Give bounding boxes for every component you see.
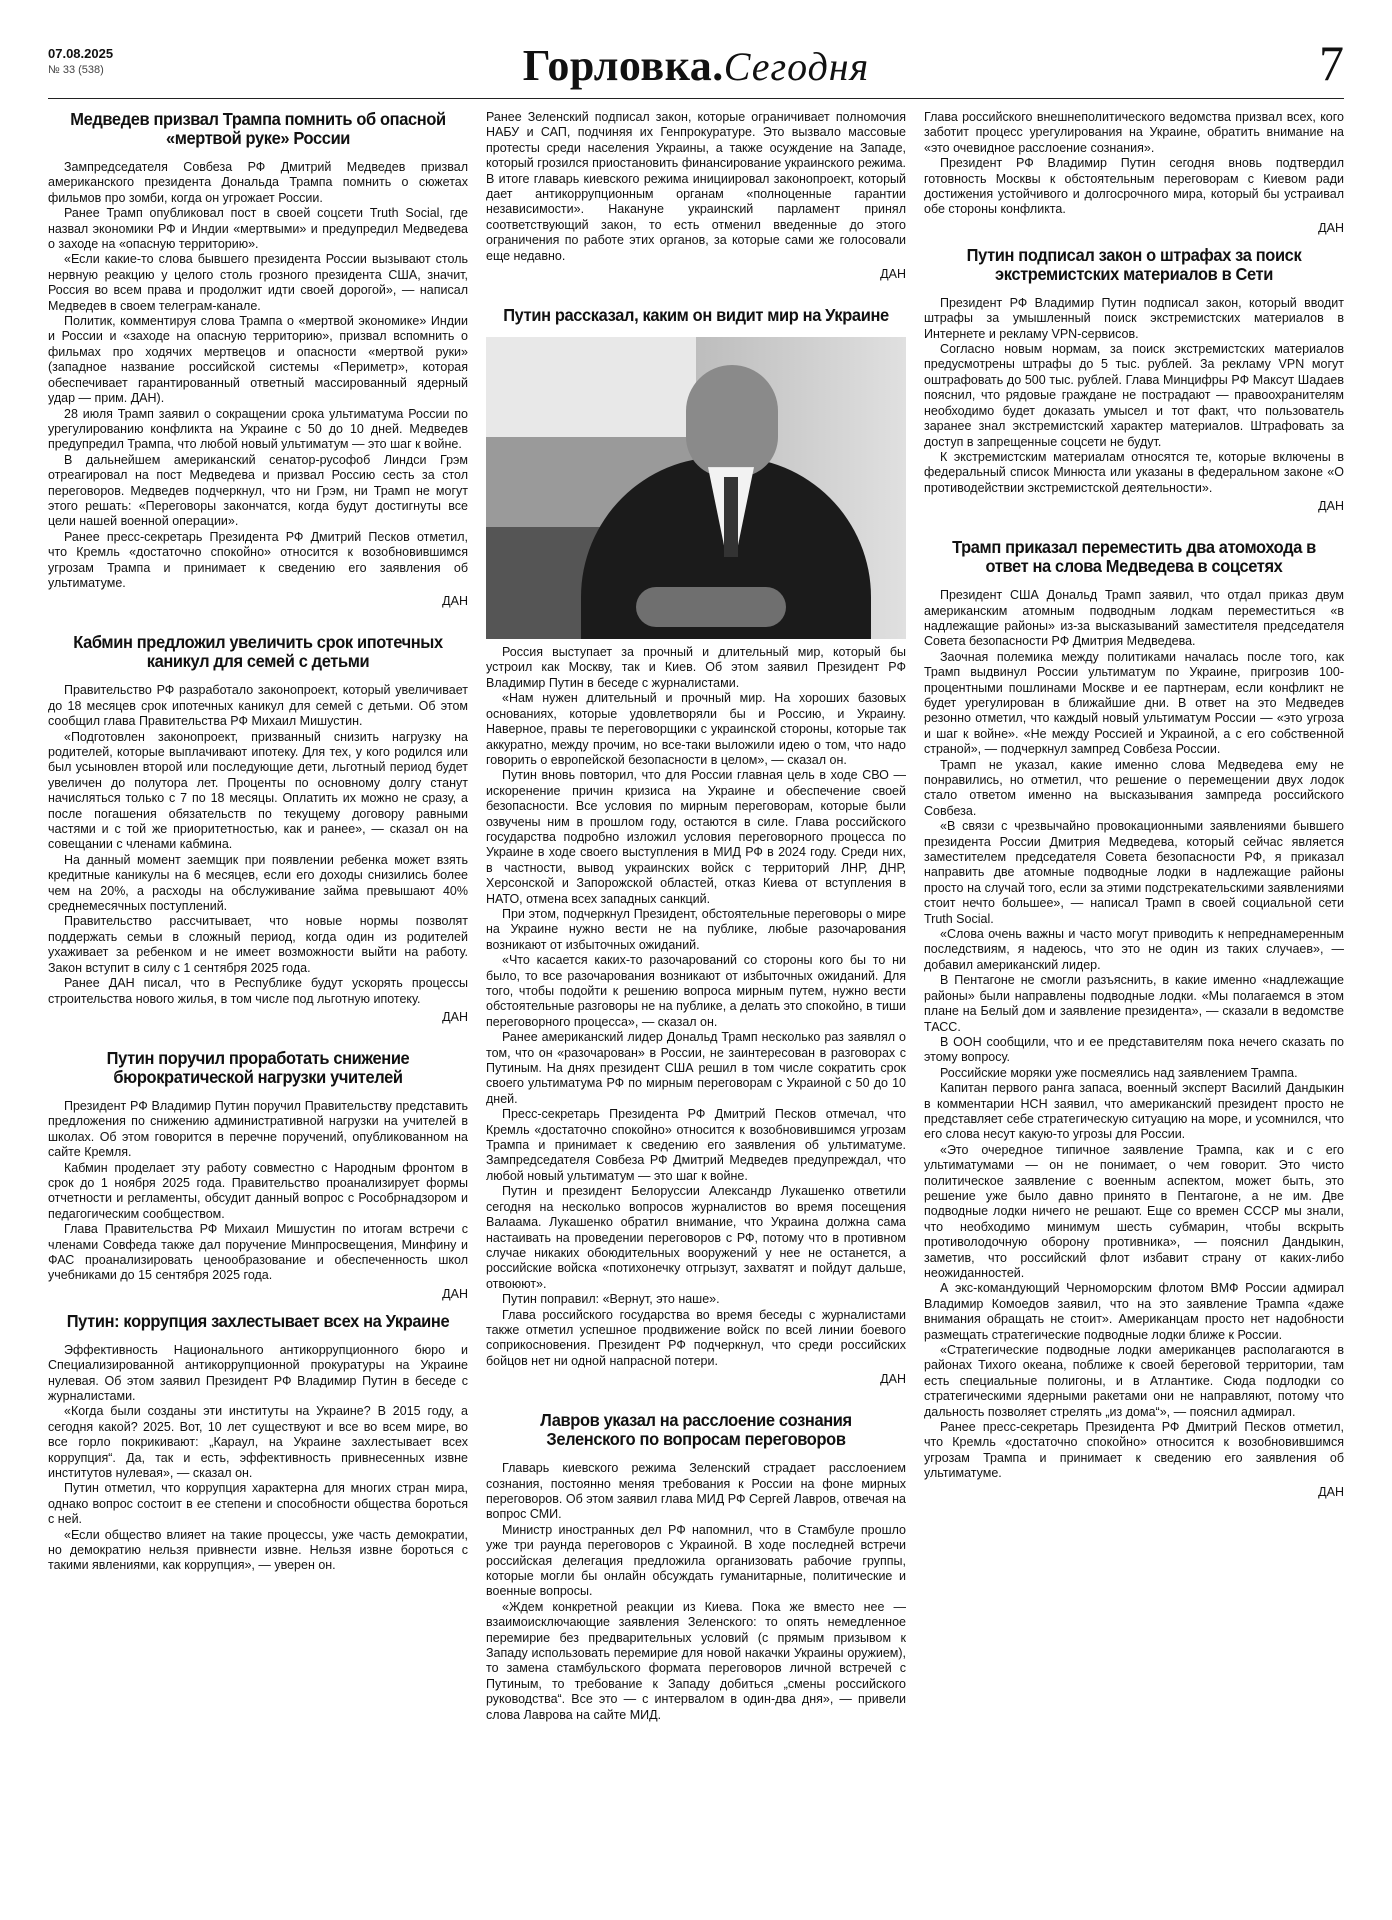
- article-paragraph: На данный момент заемщик при появлении ребенка может взять кредитные каникулы на 6 месяцев, если его доходы снизились более чем на 20%, а расходы на обслуживание займа превышают 40% среднемесячных поступлений.: [48, 852, 468, 914]
- article-paragraph: Глава Правительства РФ Михаил Мишустин по итогам встречи с членами Совфеда также дал поручение Минпросвещения, Минфину и ФАС проанализировать ценообразование и обеспеченность школ учебниками до 15 сентября 2025 года.: [48, 1222, 468, 1283]
- article-paragraph: «В связи с чрезвычайно провокационными заявлениями бывшего президента России Дмитрия Медведева, который сейчас является заместителем председателя Совета безопасности РФ, я приказал направить две атомные подводные лодки в надлежащие районы просто на случай того, если за этими подстрекательскими заявлениями стоит нечто большее», — написал Трамп в своей социальной сети Truth Social.: [924, 819, 1344, 926]
- article-paragraph: «Стратегические подводные лодки американцев располагаются в районах Тихого океана, поближе к своей береговой территории, там есть специальные полигоны, и в Атлантике. Сюда подлодки со стратегическими ядерными ракетами они не направляют, потому что дальность позволяет стрелять „из дома“», — пояснил адмирал.: [924, 1343, 1344, 1419]
- article-paragraph: Президент США Дональд Трамп заявил, что отдал приказ двум американским атомным подводным лодкам переместиться «в надлежащие районы» из-за высказываний заместителя председателя Совета безопасности РФ Дмитрия Медведева.: [924, 588, 1344, 649]
- article-submarines: [924, 538, 1344, 1500]
- article-paragraph: «Ждем конкретной реакции из Киева. Пока же вместо нее — взаимоисключающие заявления Зеленского: то опять немедленное перемирие без предварительных условий (с прямым призывом к Западу использовать перемирие для новой накачки Украины оружием), то замена стамбульского формата переговоров личной встречей с Путиным, то требование к Западу добиться „смены российского руководства“. Все это — с интервалом в один-два дня», — привели слова Лаврова на сайте МИД.: [486, 1599, 906, 1722]
- article-paragraph: «Слова очень важны и часто могут приводить к непреднамеренным последствиям, я надеюсь, что это не один из таких случаев», — добавил американский лидер.: [924, 927, 1344, 972]
- title-script: Сегодня: [723, 44, 870, 89]
- article-paragraph: В Пентагоне не смогли разъяснить, в какие именно «надлежащие районы» были направлены подводные лодки. «Мы полагаемся в этом плане на Белый дом и заявление президента», — сказали в ведомстве ТАСС.: [924, 973, 1344, 1034]
- article-headline: Трамп приказал переместить два атомохода в ответ на слова Медведева в соцсетях: [952, 537, 1316, 577]
- article-paragraph: Зампредседателя Совбеза РФ Дмитрий Медведев призвал американского президента Дональда Трампа помнить о сюжетах фильмов про зомби, когда он угрожает России.: [48, 160, 468, 205]
- article-lavrov-continued: [924, 110, 1344, 236]
- article-corruption-continued: [486, 110, 906, 282]
- article-paragraph: «Когда были созданы эти институты на Украине? В 2015 году, а сегодня какой? 2025. Вот, 10 лет существуют и все во всем мире, во все горло покрикивают: „Караул, на Украине захлестывает всех коррупция“. Да, так и есть, эффективность привнесенных извне институтов нулевая», — сказал он.: [48, 1404, 468, 1481]
- article-paragraph: «Это очередное типичное заявление Трампа, как и с его ультиматумами — он не понимает, о чем говорит. Это чисто политическое заявление с военным аспектом, может быть, это решение уже было давно принято в Пентагоне, а не им. Две подводные лодки ничего не решают. Еще со времен СССР мы знали, что необходимо минимум шесть субмарин, чтобы вскрыть противолодочную оборону противника», — пояснил Дандыкин, заметив, что российский флот избавит страну от каких-либо неожиданностей.: [924, 1142, 1344, 1280]
- article-paragraph: Ранее американский лидер Дональд Трамп несколько раз заявлял о том, что он «разочарован» в России, не заинтересован в разговорах с Путиным. На днях президент США решил в том числе сократить срок своего ультиматума РФ по мирным переговорам с Украиной с 50 до 10 дней.: [486, 1030, 906, 1106]
- article-headline: Путин: коррупция захлестывает всех на Украине: [66, 1310, 450, 1331]
- article-paragraph: «Если общество влияет на такие процессы, уже часть демократии, но демократию нельзя привнести извне. Нельзя извне бороться с такими явлениями, как коррупция», — уверен он.: [48, 1527, 468, 1573]
- article-source: ДАН: [442, 1009, 468, 1024]
- article-paragraph: Заочная полемика между политиками началась после того, как Трамп выдвинул России ультиматум по Украине, пригрозив 100-процентными пошлинами Москве и ее партнерам, если конфликт не будет урегулирован в ближайшие дни. В ответ на это Медведев резонно отметил, что каждый новый ультиматум России — «это угроза и шаг к войне». «Не между Россией и Украиной, а с его собственной страной», — подчеркнул зампред Совбеза России.: [924, 649, 1344, 757]
- article-paragraph: Россия выступает за прочный и длительный мир, который бы устроил как Москву, так и Киев. Об этом заявил Президент РФ Владимир Путин в беседе с журналистами.: [486, 645, 906, 690]
- article-paragraph: Политик, комментируя слова Трампа о «мертвой экономике» Индии и России и «заходе на опасную территорию», призвал вспомнить о фильмах про ходячих мертвецов и опасности «мертвой руки» (западное название российской системы «Периметр», которая обеспечивает гарантированный ответный массированный ядерный удар — прим. ДАН).: [48, 314, 468, 406]
- article-paragraph: Глава российского государства во время беседы с журналистами также отметил успешное продвижение войск по всей линии боевого соприкосновения. Президент РФ подчеркнул, что среди российских бойцов нет ни одной напрасной потери.: [486, 1307, 906, 1368]
- column-right: [924, 110, 1344, 1910]
- article-paragraph: Путин вновь повторил, что для России главная цель в ходе СВО — искоренение причин кризиса на Украине и обеспечение своей безопасности. Все условия по мирным переговорам, которые были озвучены ним в прошлом году, остаются в силе. Глава российского государства подробно изложил условия переговорного процесса по Украине в ходе своего выступления в МИД РФ в 2024 году. Среди них, в частности, вывод украинских войск с территорий ЛНР, ДНР, Херсонской и Запорожской областей, отказ Киева от вступления в НАТО, отмена всех западных санкций.: [486, 768, 906, 906]
- article-headline: Путин рассказал, каким он видит мир на Украине: [503, 305, 889, 326]
- article-paragraph: Ранее ДАН писал, что в Республике будут ускорять процессы строительства нового жилья, в том числе под льготную ипотеку.: [48, 976, 468, 1006]
- page-number: 7: [1319, 35, 1344, 91]
- title-dot: .: [712, 41, 724, 90]
- column-middle: [486, 110, 906, 1910]
- article-headline: Путин поручил проработать снижение бюрократической нагрузки учителей: [106, 1047, 410, 1087]
- article-paragraph: Главарь киевского режима Зеленский страдает расслоением сознания, постоянно меняя требования к России на фоне мирных переговоров. Об этом заявил глава МИД РФ Сергей Лавров, отвечая на вопрос СМИ.: [486, 1461, 906, 1522]
- article-corruption: [48, 1312, 468, 1574]
- article-lavrov: [486, 1411, 906, 1723]
- title-main: Горловка: [522, 41, 713, 90]
- article-headline: Лавров указал на расслоение сознания Зеленского по вопросам переговоров: [540, 1410, 852, 1450]
- article-paragraph: Путин поправил: «Вернут, это наше».: [502, 1292, 720, 1307]
- article-paragraph: «Подготовлен законопроект, призванный снизить нагрузку на родителей, которые выплачивают ипотеку. Для тех, у кого родился или был усыновлен второй или последующие дети, льготный период будет увеличен до полутора лет. Проценты по основному долгу станут начисляться только с 7 по 18 месяцы. Оплатить их можно не сразу, а после погашения обязательств по текущему договору равными частями и с той же приоритетностью, как и ранее», — сказал он на совещании с членами кабмина.: [48, 729, 468, 852]
- article-paragraph: Ранее Зеленский подписал закон, которые ограничивает полномочия НАБУ и САП, подчиняя их Генпрокуратуре. Это вызвало массовые протесты среди населения Украины, а также осуждение на Западе, который грозился приостановить финансирование украинского режима. В итоге главарь киевского режима инициировал законопроект, который дает антикоррупционным органам «полноценные гарантии независимости». Накануне украинский парламент принял соответствующий закон, то есть отменил введенные до этого ограничения по работе этих органов, за которые сами же голосовали еще недавно.: [486, 110, 906, 263]
- article-source: ДАН: [1318, 220, 1344, 235]
- article-paragraph: Капитан первого ранга запаса, военный эксперт Василий Дандыкин в комментарии НСН заявил, что американский президент просто не представляет себе стратегическую ситуацию на море, и усомнился, что его слова несут какую-то угрозы для России.: [924, 1081, 1344, 1142]
- article-paragraph: Президент РФ Владимир Путин подписал закон, который вводит штрафы за умышленный поиск экстремистских материалов в Интернете и рекламу VPN-сервисов.: [924, 295, 1344, 341]
- article-putin-peace: [486, 306, 906, 1387]
- article-paragraph: «Если какие-то слова бывшего президента России вызывают столь нервную реакцию у целого столь грозного президента США, значит, Россия во всем права и продолжит идти своей дорогой», — написал Медведев в своем телеграм-канале.: [48, 252, 468, 313]
- article-paragraph: Глава российского внешнеполитического ведомства призвал всех, кого заботит процесс урегулирования на Украине, обратить внимание на «это очевидное расслоение сознания».: [924, 110, 1344, 155]
- article-paragraph: В дальнейшем американский сенатор-русофоб Линдси Грэм отреагировал на пост Медведева и призвал Россию сесть за стол переговоров. Медведев подчеркнул, что ни Грэм, ни Трамп не могут этого решать: «Переговоры закончатся, когда будут достигнуты все цели нашей военной операции».: [48, 452, 468, 529]
- article-headline: Медведев призвал Трампа помнить об опасной «мертвой руке» России: [70, 110, 446, 148]
- article-mortgage: [48, 633, 468, 1025]
- article-source: ДАН: [1318, 1484, 1344, 1499]
- article-fines: [924, 246, 1344, 514]
- article-paragraph: При этом, подчеркнул Президент, обстоятельные переговоры о мире на Украине нужно вести не на публике, любые разочарования возникают от избыточных ожиданий.: [486, 906, 906, 952]
- article-headline: Кабмин предложил увеличить срок ипотечных каникул для семей с детьми: [73, 632, 443, 672]
- article-source: ДАН: [880, 267, 906, 282]
- article-paragraph: Пресс-секретарь Президента РФ Дмитрий Песков отмечал, что Кремль «достаточно спокойно» относится к возобновившимся угрозам Трампа и принимает к сведению его заявления об ультиматуме. Зампредседателя Совбеза РФ Дмитрий Медведев предупреждал, что любой новый ультиматум — это шаг к войне.: [486, 1107, 906, 1183]
- article-paragraph: К экстремистским материалам относятся те, которые включены в федеральный список Минюста или указаны в федеральном законе «О противодействии экстремистской деятельности».: [924, 449, 1344, 495]
- article-paragraph: Путин и президент Белоруссии Александр Лукашенко ответили сегодня на несколько вопросов журналистов во время посещения Валаама. Лукашенко обратил внимание, что Украина должна сама настаивать на проведении переговоров с РФ, потому что в противном случае никаких обоюдительных вооружений у нее не останется, а российские войска «потихонечку отгрызут, захватят и пойдут дальше, отвоюют».: [486, 1184, 906, 1291]
- masthead: [48, 36, 1344, 99]
- issue-date: 07.08.2025: [48, 46, 114, 61]
- article-paragraph: Президент РФ Владимир Путин сегодня вновь подтвердил готовность Москвы к обстоятельным переговорам с Киевом ради достижения устойчивого и долгосрочного мира, который бы устраивал обе стороны конфликта.: [924, 156, 1344, 217]
- article-paragraph: «Что касается каких-то разочарований со стороны кого бы то ни было, то все разочарования возникают от избыточных ожиданий. Для того, чтобы подойти к решению вопроса мирным путем, нужно вести обстоятельные разговоры не на публике, а делать это спокойно, в тиши переговорного процесса», — сказал он.: [486, 953, 906, 1029]
- article-paragraph: Путин отметил, что коррупция характерна для многих стран мира, однако вопрос состоит в ее степени и способности общества бороться с ней.: [48, 1481, 468, 1527]
- article-paragraph: Ранее Трамп опубликовал пост в своей соцсети Truth Social, где назвал экономики РФ и Индии «мертвыми» и предупредил Медведева о заходе на «опасную территорию».: [48, 206, 468, 252]
- article-medvedev: [48, 110, 468, 609]
- article-paragraph: Ранее пресс-секретарь Президента РФ Дмитрий Песков отметил, что Кремль «достаточно спокойно» относится к возобновившимся угрозам Трампа и принимает к сведению его заявления об ультиматуме.: [924, 1420, 1344, 1481]
- article-paragraph: Согласно новым нормам, за поиск экстремистских материалов предусмотрены штрафы до 5 тыс. рублей. За рекламу VPN могут оштрафовать до 500 тыс. рублей. Глава Минцифры РФ Максут Шадаев пояснил, что рядовые граждане не пострадают — правоохранителям необходимо будет доказать умысел и тот факт, что пользователь заранее знал экстремистский характер материалов. Штрафовать за доступ в запрещенные соцсети не будут.: [924, 342, 1344, 449]
- article-teachers: [48, 1049, 468, 1302]
- article-columns: [48, 110, 1344, 1910]
- article-paragraph: Эффективность Национального антикоррупционного бюро и Специализированной антикоррупционной прокуратуры на Украине нулевая. Об этом заявил Президент РФ Владимир Путин в беседе с журналистами.: [48, 1342, 468, 1403]
- article-paragraph: Российские моряки уже посмеялись над заявлением Трампа.: [940, 1065, 1298, 1080]
- article-source: ДАН: [880, 1372, 906, 1387]
- column-left: [48, 110, 468, 1910]
- article-paragraph: А экс-командующий Черноморским флотом ВМФ России адмирал Владимир Комоедов заявил, что на это заявление Трампа «даже внимания обращать не стоит». Американцам просто нет надобности размещать стратегические подводные лодки ближе к России.: [924, 1281, 1344, 1342]
- article-paragraph: В ООН сообщили, что и ее представителям пока нечего сказать по этому вопросу.: [924, 1034, 1344, 1065]
- article-source: ДАН: [442, 594, 468, 609]
- article-paragraph: Правительство рассчитывает, что новые нормы позволят поддержать семьи в сложный период, когда один из родителей ухаживает за ребенком и не имеет возможности выйти на работу. Закон вступит в силу с 1 сентября 2025 года.: [48, 914, 468, 975]
- article-source: ДАН: [442, 1286, 468, 1301]
- article-paragraph: Правительство РФ разработало законопроект, который увеличивает до 18 месяцев срок ипотечных каникул для семей с детьми. Об этом сообщил глава Правительства РФ Михаил Мишустин.: [48, 683, 468, 729]
- article-paragraph: Трамп не указал, какие именно слова Медведева ему не понравились, но отметил, что решение о перемещении двух лодок стало ответом именно на высказывания зампреда российского Совбеза.: [924, 757, 1344, 818]
- article-paragraph: Кабмин проделает эту работу совместно с Народным фронтом в срок до 1 ноября 2025 года. Правительство проанализирует формы отчетности и регламенты, обсудит данный вопрос с Рособрнадзором и педагогическим сообществом.: [48, 1160, 468, 1221]
- article-source: ДАН: [1318, 499, 1344, 514]
- article-paragraph: Президент РФ Владимир Путин поручил Правительству представить предложения по снижению административной нагрузки на учителей в школах. Об этом говорится в перечне поручений, опубликованном на сайте Кремля.: [48, 1098, 468, 1160]
- article-headline: Путин подписал закон о штрафах за поиск экстремистских материалов в Сети: [966, 244, 1302, 284]
- article-paragraph: «Нам нужен длительный и прочный мир. На хороших базовых основаниях, которые удовлетворяли бы и Россию, и Украину. Наверное, правы те переговорщики с украинской стороны, которые так аккуратно, между прочим, но все-таки выложили идею о том, что надо говорить о европейской безопасности в целом», — сказал он.: [486, 691, 906, 767]
- article-paragraph: Министр иностранных дел РФ напомнил, что в Стамбуле прошло уже три раунда переговоров с Украиной. В ходе последней встречи российская делегация предложила организовать рабочие группы, которые могли бы онлайн обсуждать гуманитарные, политические и военные вопросы.: [486, 1522, 906, 1599]
- putin-photo: [486, 337, 906, 639]
- issue-number: № 33 (538): [48, 64, 104, 76]
- article-paragraph: 28 июля Трамп заявил о сокращении срока ультиматума России по урегулированию конфликта на Украине с 50 до 10 дней. Медведев предупредил Трампа, что любой новый ультиматум — это шаг к войне.: [48, 406, 468, 452]
- article-paragraph: Ранее пресс-секретарь Президента РФ Дмитрий Песков отметил, что Кремль «достаточно спокойно» относится к возобновившимся угрозам Трампа и принимает к сведению его заявления об ультиматуме.: [48, 529, 468, 590]
- newspaper-title: [48, 40, 1344, 91]
